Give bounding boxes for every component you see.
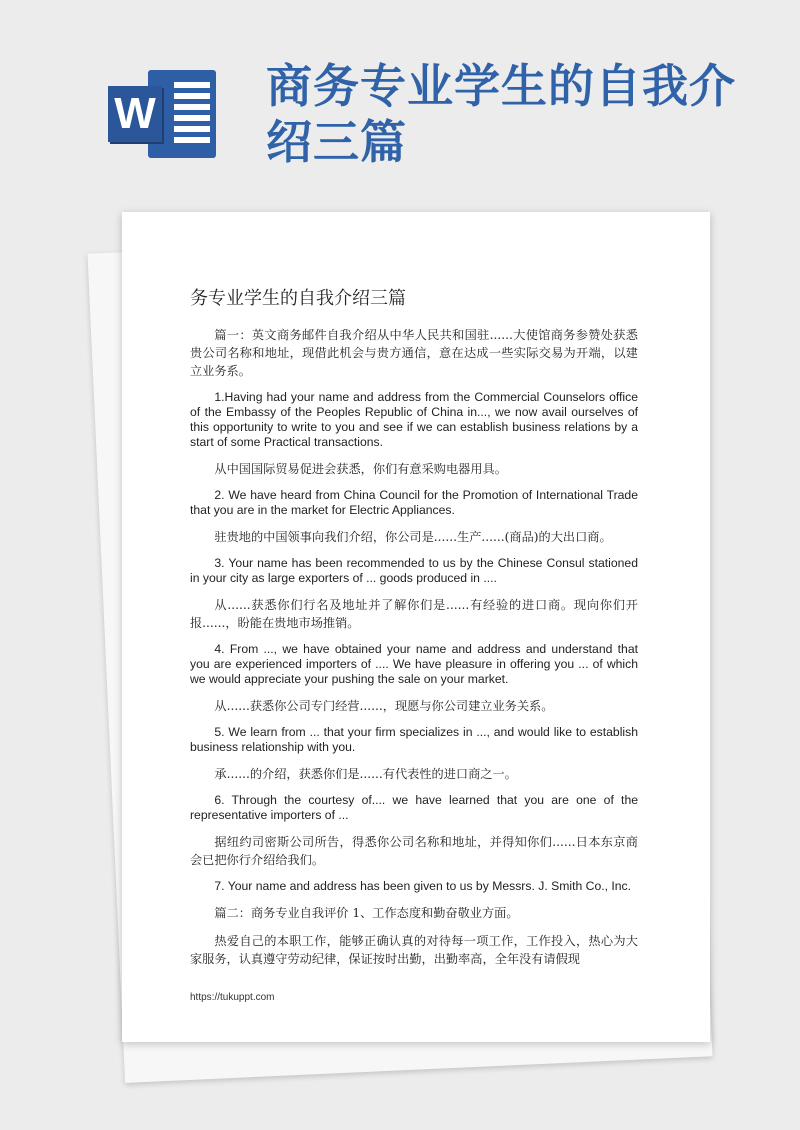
document-paragraph: 篇二：商务专业自我评价 1、工作态度和勤奋敬业方面。 xyxy=(214,906,519,920)
word-letter-badge: W xyxy=(108,86,162,142)
document-paragraph: 1.Having had your name and address from the Commercial Counselors office of the Embassy of the Peoples Republic of China in..., we now avail ourselves of this opportunity to write to you and see if we can establish business relations by a start of some Practical transactions. xyxy=(190,390,638,449)
footer-url: https://tukuppt.com xyxy=(190,992,275,1003)
document-paragraph: 7. Your name and address has been given to us by Messrs. J. Smith Co., Inc. xyxy=(214,879,632,893)
document-paragraph: 从......获悉你公司专门经营......，现愿与你公司建立业务关系。 xyxy=(214,699,554,713)
document-body xyxy=(190,326,638,978)
document-title: 务专业学生的自我介绍三篇 xyxy=(190,288,406,309)
document-paragraph: 6. Through the courtesy of.... we have learned that you are one of the representative importers of ... xyxy=(190,793,638,822)
page-title: 商务专业学生的自我介绍三篇 xyxy=(266,59,736,169)
document-paragraph: 篇一：英文商务邮件自我介绍从中华人民共和国驻......大使馆商务参赞处获悉贵公司名称和地址，现借此机会与贵方通信，意在达成一些实际交易为开端，以建立业务系。 xyxy=(190,328,638,378)
document-paragraph: 驻贵地的中国领事向我们介绍，你公司是......生产......(商品)的大出口商。 xyxy=(214,530,612,544)
document-paragraph: 据纽约司密斯公司所告，得悉你公司名称和地址，并得知你们......日本东京商会已把你行介绍给我们。 xyxy=(190,835,638,867)
document-paragraph: 5. We learn from ... that your firm specializes in ..., and would like to establish business relationship with you. xyxy=(190,725,638,754)
banner-header xyxy=(0,0,800,200)
word-document-icon xyxy=(108,70,216,158)
document-paragraph: 2. We have heard from China Council for the Promotion of International Trade that you are in the market for Electric Appliances. xyxy=(190,488,638,517)
document-paragraph: 4. From ..., we have obtained your name and address and understand that you are experienced importers of .... We have pleasure in offering you ... of which we would appreciate your pushing the sale on your market. xyxy=(190,642,638,686)
document-paragraph: 从中国国际贸易促进会获悉，你们有意采购电器用具。 xyxy=(214,462,507,476)
document-paragraph: 3. Your name has been recommended to us by the Chinese Consul stationed in your city as large exporters of ... goods produced in .... xyxy=(190,556,638,585)
document-paragraph: 从......获悉你们行名及地址并了解你们是......有经验的进口商。现向你们开报......，盼能在贵地市场推销。 xyxy=(190,598,638,630)
document-paragraph: 承......的介绍，获悉你们是......有代表性的进口商之一。 xyxy=(214,767,517,781)
document-paragraph: 热爱自己的本职工作，能够正确认真的对待每一项工作，工作投入，热心为大家服务，认真遵守劳动纪律，保证按时出勤，出勤率高，全年没有请假现 xyxy=(190,934,638,966)
document-page xyxy=(122,212,710,1042)
